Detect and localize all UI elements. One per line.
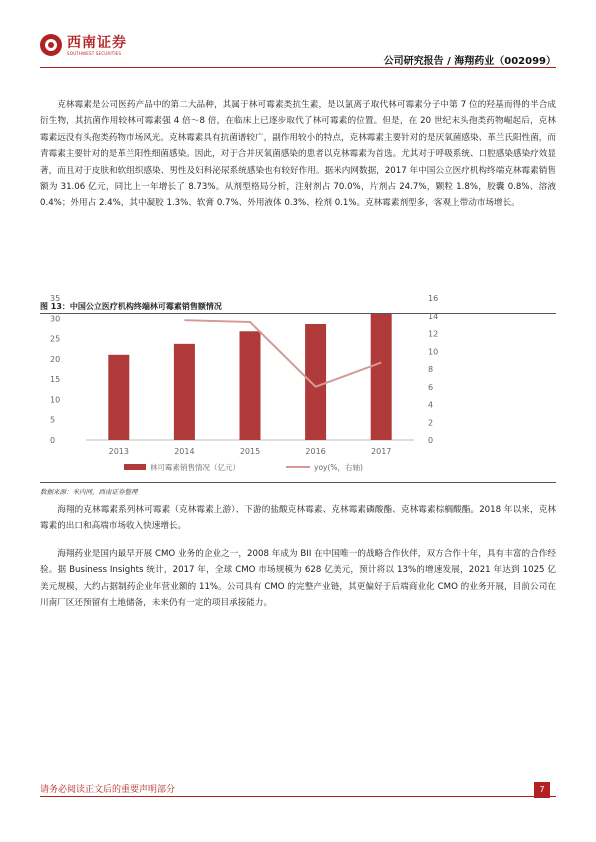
y-left-tick-label: 0 — [50, 436, 56, 445]
x-tick-label: 2017 — [371, 447, 392, 456]
figure-source: 数据来源：米内网，西南证券整理 — [40, 488, 138, 496]
legend-bar-label: 林可霉素销售情况（亿元） — [150, 463, 240, 472]
report-header-title: 公司研究报告 / 海翔药业（002099） — [383, 56, 556, 67]
x-tick-label: 2016 — [305, 447, 326, 456]
x-tick-label: 2015 — [239, 447, 261, 456]
line-yoy — [184, 320, 381, 387]
paragraph-cmo-business: 海翔药业是国内最早开展 CMO 业务的企业之一，2008 年成为 BII 在中国唯一的战略合作伙伴，双方合作十年，具有丰富的合作经验。据 Business Insights 统计，2017 年，全球 CMO 市场规模为 628 亿美元，预计将以 13%的增速发展，2021 年达到 1025 亿美元规模，大约占据制药企业年营业额的 11%。公司具有 CMO 的完整产业链，其更偏好于后端商业化 CMO 的业务开展，目前公司在川南厂区还预留有土地储备，未来仍有一定的项目承接能力。 — [40, 549, 556, 609]
bar-sales-2017 — [371, 314, 392, 440]
y-right-tick-label: 10 — [428, 347, 439, 357]
logo-icon — [40, 34, 62, 56]
bar-sales-2013 — [108, 355, 129, 440]
y-right-tick-label: 16 — [428, 294, 439, 303]
logo-english-name: SOUTHWEST SECURITIES — [67, 50, 122, 56]
y-right-tick-label: 8 — [428, 365, 434, 374]
sales-chart — [40, 286, 556, 482]
bar-sales-2014 — [174, 344, 195, 440]
paragraph-clindamycin-overview: 克林霉素是公司医药产品中的第二大品种，其属于林可霉素类抗生素，是以氯离子取代林可霉素分子中第 7 位的羟基而得的半合成衍生物，其抗菌作用较林可霉素强 4 倍～8 倍，在临床上已逐步取代了林可霉素的位置。但是，在 20 世纪末头孢类药物崛起后，克林霉素远没有头孢类药物市场风光。克林霉素具有抗菌谱较广，副作用较小的特点，克林霉素主要针对的是厌氧菌感染、革兰氏阳性菌，而青霉素主要针对的是革兰阳性细菌感染。因此，对于合并厌氧菌感染的患者以克林霉素为首选。尤其对于呼吸系统、口腔感染感染疗效显著，而且对于皮肤和软组织感染、男性及妇科泌尿系统感染也有较好作用。据米内网数据，2017 年中国公立医疗机构终端克林霉素销售额为 31.06 亿元，同比上一年增长了 8.73%。从剂型格局分析，注射剂占 70.0%，片剂占 24.7%，颗粒 1.8%，胶囊 0.8%、溶液 0.4%；外用占 2.4%，其中凝胶 1.3%、软膏 0.7%、外用液体 0.3%、栓剂 0.1%。克林霉素剂型多，客观上带动市场增长。 — [40, 100, 556, 209]
legend-bar-swatch — [124, 464, 146, 470]
bar-sales-2016 — [305, 324, 326, 440]
y-right-tick-label: 12 — [428, 329, 439, 339]
y-right-tick-label: 0 — [428, 436, 434, 445]
y-left-tick-label: 25 — [50, 334, 61, 344]
footer-disclaimer: 请务必阅读正文后的重要声明部分 — [40, 785, 176, 795]
bar-sales-2015 — [240, 331, 261, 440]
y-left-tick-label: 5 — [50, 415, 56, 425]
page-number: 7 — [534, 782, 550, 798]
y-left-tick-label: 30 — [50, 314, 61, 324]
footer-divider — [40, 796, 556, 797]
y-left-tick-label: 35 — [50, 294, 61, 303]
y-right-tick-label: 14 — [428, 311, 439, 321]
figure-title: 图 13：中国公立医疗机构终端林可霉素销售额情况 — [40, 302, 222, 311]
header-divider — [40, 67, 556, 68]
legend-line-label: yoy(%，右轴) — [314, 463, 363, 472]
logo-chinese-name: 西南证券 — [67, 34, 127, 51]
x-tick-label: 2014 — [174, 447, 195, 456]
figure-bottom-rule — [40, 482, 556, 483]
y-left-tick-label: 15 — [50, 375, 61, 385]
x-tick-label: 2013 — [108, 447, 129, 456]
y-right-tick-label: 4 — [428, 400, 434, 410]
y-right-tick-label: 6 — [428, 382, 434, 392]
y-left-tick-label: 20 — [50, 354, 61, 364]
y-left-tick-label: 10 — [50, 395, 61, 405]
paragraph-product-series: 海翔的克林霉素系列林可霉素（克林霉素上游）、下游的盐酸克林霉素、克林霉素磷酸酯、克林霉素棕榈酸酯。2018 年以来，克林霉素的出口和高端市场收入快速增长。 — [40, 505, 556, 532]
y-right-tick-label: 2 — [428, 418, 434, 428]
company-logo — [40, 34, 127, 56]
